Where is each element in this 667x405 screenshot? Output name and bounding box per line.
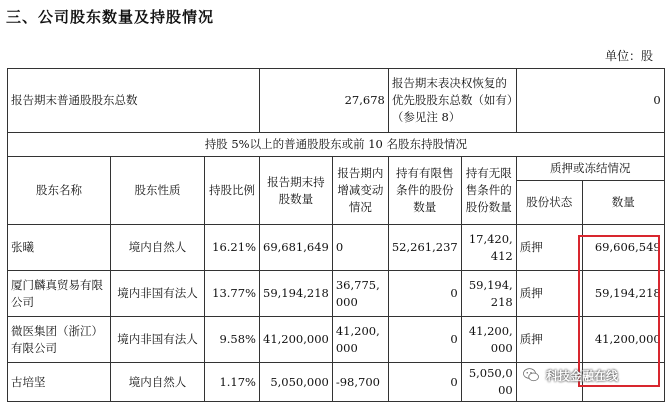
header-unrestricted: 持有无限售条件的股份数量 <box>461 157 516 225</box>
unrestricted-qty: 17,420,412 <box>461 225 516 271</box>
header-pledge-status: 股份状态 <box>516 181 582 225</box>
restricted-qty: 0 <box>388 317 461 363</box>
header-pledge-group: 质押或冻结情况 <box>516 157 664 181</box>
summary-row <box>8 69 665 133</box>
header-end-qty: 报告期末持股数量 <box>260 157 333 225</box>
pledge-status: 质押 <box>516 317 582 363</box>
pledge-status: 质押 <box>516 225 582 271</box>
shareholder-nature: 境内非国有法人 <box>111 271 205 317</box>
change-qty: -98,700 <box>332 363 388 402</box>
holding-ratio: 16.21% <box>205 225 260 271</box>
restricted-qty: 0 <box>388 271 461 317</box>
shareholder-name: 张曦 <box>8 225 111 271</box>
watermark <box>522 366 618 384</box>
table-row <box>8 271 665 317</box>
preferred-holders-label: 报告期末表决权恢复的优先股股东总数（如有）（参见注 8） <box>388 69 516 133</box>
table-row <box>8 317 665 363</box>
change-qty: 36,775,000 <box>332 271 388 317</box>
section-title: 持股 5%以上的普通股股东或前 10 名股东持股情况 <box>8 133 665 157</box>
unrestricted-qty: 59,194,218 <box>461 271 516 317</box>
change-qty: 41,200,000 <box>332 317 388 363</box>
pledge-qty: 59,194,218 <box>582 271 664 317</box>
header-name: 股东名称 <box>8 157 111 225</box>
end-qty: 5,050,000 <box>260 363 333 402</box>
pledge-qty: 41,200,000 <box>582 317 664 363</box>
shareholder-nature: 境内自然人 <box>111 225 205 271</box>
total-holders-label: 报告期末普通股股东总数 <box>8 69 260 133</box>
header-restricted: 持有有限售条件的股份数量 <box>388 157 461 225</box>
header-row-1 <box>8 157 665 181</box>
unrestricted-qty: 41,200,000 <box>461 317 516 363</box>
holding-ratio: 13.77% <box>205 271 260 317</box>
shareholder-name: 微医集团（浙江）有限公司 <box>8 317 111 363</box>
section-heading: 三、公司股东数量及持股情况 <box>6 8 215 26</box>
change-qty: 0 <box>332 225 388 271</box>
unit-label: 单位：股 <box>604 49 653 63</box>
wechat-icon <box>522 366 540 384</box>
holding-ratio: 1.17% <box>205 363 260 402</box>
shareholder-nature: 境内自然人 <box>111 363 205 402</box>
restricted-qty: 52,261,237 <box>388 225 461 271</box>
section-title-row <box>8 133 665 157</box>
header-pledge-qty: 数量 <box>582 181 664 225</box>
total-holders-value: 27,678 <box>260 69 389 133</box>
watermark-text: 科技金融在线 <box>546 368 619 383</box>
holding-ratio: 9.58% <box>205 317 260 363</box>
shareholder-nature: 境内非国有法人 <box>111 317 205 363</box>
preferred-holders-value: 0 <box>516 69 664 133</box>
unrestricted-qty: 5,050,000 <box>461 363 516 402</box>
shareholder-name: 古培坚 <box>8 363 111 402</box>
pledge-qty: 69,606,549 <box>582 225 664 271</box>
end-qty: 41,200,000 <box>260 317 333 363</box>
end-qty: 69,681,649 <box>260 225 333 271</box>
pledge-status: 质押 <box>516 271 582 317</box>
header-change: 报告期内增减变动情况 <box>332 157 388 225</box>
shareholder-table <box>7 68 665 402</box>
restricted-qty: 0 <box>388 363 461 402</box>
shareholder-name: 厦门麟真贸易有限公司 <box>8 271 111 317</box>
header-nature: 股东性质 <box>111 157 205 225</box>
end-qty: 59,194,218 <box>260 271 333 317</box>
header-ratio: 持股比例 <box>205 157 260 225</box>
table-row <box>8 225 665 271</box>
